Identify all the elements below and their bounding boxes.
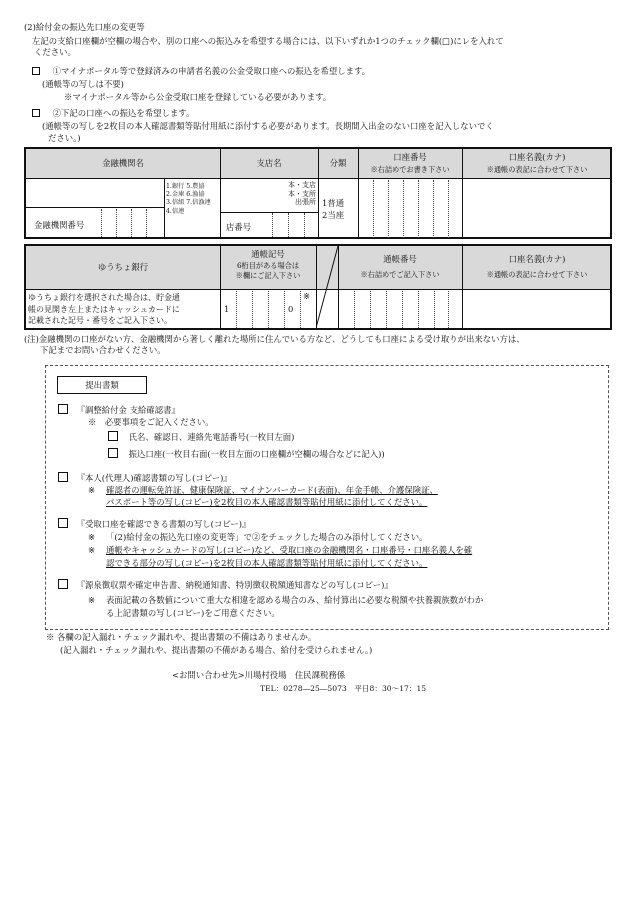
yucho-col-holder-note: ※通帳の表記に合わせて下さい — [486, 270, 588, 279]
yucho-col-number-note: ※右詰めでご記入下さい — [360, 270, 440, 279]
doc-item-2-note-1: 確認者の運転免許証、健康保険証、マイナンバーカード(表面)、年金手帳、介護保険証、 — [106, 485, 438, 495]
contact-line-2: TEL：0278―25―5073 平日8：30～17：15 — [260, 684, 427, 693]
col-account-holder: 口座名義(カナ) — [508, 152, 566, 162]
doc-item-1-sub-1: 氏名、確認日、連絡先電話番号(一枚目左面) — [108, 431, 294, 443]
option-1-note-2: ※マイナポータル等から公金受取口座を登録している必要があります。 — [64, 92, 332, 102]
doc-item-3-title: 『受取口座を確認できる書類の写し(コピー)』 — [76, 519, 251, 529]
intro-line-2: ください。 — [34, 46, 76, 57]
yucho-col-symbol: 通帳記号 — [251, 249, 285, 259]
footer-note-2: (記入漏れ・チェック漏れや、提出書類の不備がある場合、給付を受けられません。) — [60, 645, 373, 655]
doc-item-3-asterisk-2: ※ — [88, 545, 96, 555]
col-account-type: 分類 — [329, 158, 347, 168]
intro-line-1: 左記の支給口座欄が空欄の場合や、別の口座への振込みを希望する場合には、以下いずれか1つのチェック欄(□)にレを入れて — [32, 36, 504, 46]
col-bank-name: 金融機関名 — [102, 158, 144, 168]
doc-item-3-asterisk-1: ※ — [88, 532, 96, 542]
option-2-note-2: ださい。) — [48, 133, 81, 143]
col-account-holder-note: ※通帳の表記に合わせて下さい — [486, 165, 588, 174]
contact-line-1: <お問い合わせ先>川場村役場 住民課税務係 — [172, 670, 346, 680]
doc-item-1-title: 『調整給付金 支給確認書』 — [76, 405, 180, 415]
doc-item-3-note-1: 「(2)給付金の振込先口座の変更等」で②をチェックした場合のみ添付してください。 — [106, 532, 428, 542]
footer-note-1: ※ 各欄の記入漏れ・チェック漏れや、提出書類の不備はありませんか。 — [46, 632, 317, 642]
doc-item-2-checkbox[interactable] — [58, 472, 68, 482]
option-2-checkbox[interactable] — [32, 109, 40, 117]
doc-item-1-sub-2-checkbox[interactable] — [108, 448, 118, 458]
col-account-number-note: ※右詰めでお書き下さい — [370, 165, 450, 174]
col-account-number: 口座番号 — [393, 152, 427, 162]
yucho-symbol-mark: ※ — [303, 291, 311, 301]
doc-item-4-checkbox[interactable] — [58, 579, 68, 589]
yucho-col-bank: ゆうちょ銀行 — [97, 262, 149, 272]
option-2-label: ②下記の口座への振込を希望します。 — [52, 108, 195, 118]
doc-item-2-title: 『本人(代理人)確認書類の写し(コピー)』 — [76, 473, 232, 483]
bank-code-label: 金融機関番号 — [34, 220, 85, 230]
doc-item-1-checkbox[interactable] — [58, 404, 68, 414]
bank-account-table — [24, 147, 612, 239]
doc-item-4 — [58, 579, 393, 591]
yucho-col-holder: 口座名義(カナ) — [508, 254, 566, 264]
option-1 — [32, 66, 370, 77]
doc-item-3 — [58, 518, 250, 530]
yucho-account-table — [24, 244, 612, 330]
option-1-checkbox[interactable] — [32, 67, 40, 75]
doc-item-3-note-3: 認できる部分の写し(コピー)を2枚目の本人確認書類等貼付用紙に添付してください。 — [106, 558, 428, 568]
option-1-note-1: (通帳等の写しは不要) — [42, 79, 124, 89]
yucho-description: ゆうちょ銀行を選択された場合は、貯金通 帳の見開き左上またはキャッシュカードに 記載された記号・番号をご記入下さい。 — [28, 293, 180, 325]
doc-item-3-note-2: 通帳やキャッシュカードの写し(コピー)など、受取口座の金融機関名・口座番号・口座名義人を確 — [106, 545, 473, 555]
doc-item-4-note-2: る上記書類の写し(コピー)をご用意ください。 — [106, 608, 280, 618]
doc-item-1-note: ※ 必要事項をご記入ください。 — [88, 417, 214, 427]
branch-type-list: 本・支店 本・支所 出張所 — [288, 181, 316, 207]
doc-item-1-sub-1-checkbox[interactable] — [108, 431, 118, 441]
col-branch-name: 支店名 — [256, 158, 282, 168]
option-2 — [32, 108, 194, 119]
yucho-col-number: 通帳番号 — [383, 254, 417, 264]
doc-item-4-title: 『源泉徴収票や確定申告書、納税通知書、特別徴収税額通知書などの写し(コピー)』 — [76, 580, 393, 590]
account-type-options[interactable]: 1普通 2当座 — [322, 198, 345, 220]
section-intro — [32, 36, 618, 58]
doc-item-2-note-2: パスポート等の写し(コピー)を2枚目の本人確認書類等貼付用紙に添付してください。 — [106, 497, 428, 507]
yucho-divider-slash — [316, 246, 338, 328]
yucho-col-symbol-note-1: 6桁目がある場合は — [236, 261, 300, 270]
documents-title: 提出書類 — [57, 376, 147, 394]
doc-item-3-checkbox[interactable] — [58, 518, 68, 528]
doc-item-4-note-1: 表面記載の各数値について重大な相違を認める場合のみ、給付算出に必要な税額や扶養親族数がわか — [106, 595, 484, 605]
no-account-note: (注)金融機関の口座がない方、金融機関から著しく離れた場所に住んでいる方など、どうしても口座による受け取りが出来ない方は、 下記までお問い合わせください。 — [24, 334, 525, 355]
branch-code-label: 店番号 — [226, 222, 252, 232]
doc-item-1-sub-2: 振込口座(一枚目右面(一枚目左面の口座欄が空欄の場合などに記入)) — [108, 448, 385, 460]
option-2-note-1: (通帳等の写しを2枚目の本人確認書類等貼付用紙に添付する必要があります。長期間入出金のない口座を記入しないでく — [42, 121, 494, 131]
yucho-symbol-zero: 0 — [288, 304, 294, 314]
option-1-label: ①マイナポータル等で登録済みの申請者名義の公金受取口座への振込を希望します。 — [52, 66, 371, 76]
doc-item-2 — [58, 472, 232, 484]
section-title: (2)給付金の振込先口座の変更等 — [24, 22, 145, 32]
doc-item-4-asterisk: ※ — [88, 595, 96, 605]
doc-item-1 — [58, 404, 180, 416]
bank-type-list: 1.銀行 5.農協 2.金庫 6.漁協 3.信組 7.信漁連 4.信連 — [166, 183, 211, 215]
yucho-col-symbol-note-2: ※欄にご記入下さい — [235, 271, 301, 280]
doc-item-2-asterisk: ※ — [88, 485, 96, 495]
yucho-symbol-prefix: 1 — [224, 304, 230, 314]
